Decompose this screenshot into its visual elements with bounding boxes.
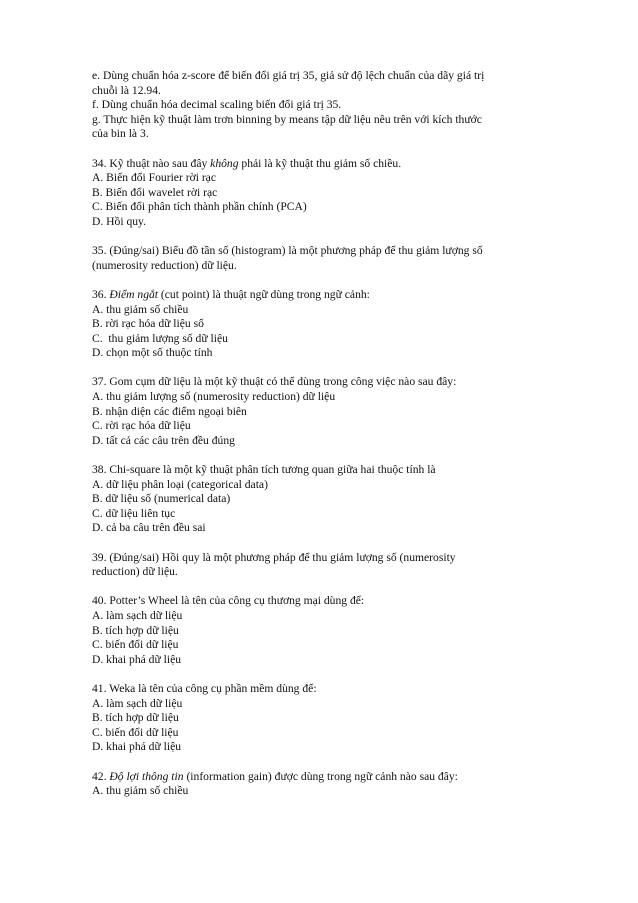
- option-a: A. làm sạch dữ liệu: [92, 608, 183, 622]
- option-c: C. Biến đổi phân tích thành phần chính (PCA): [92, 200, 307, 214]
- question-text: [92, 288, 552, 303]
- option-a: A. dữ liệu phân loại (categorical data): [92, 477, 268, 491]
- text-line: chuỗi là 12.94.: [92, 83, 161, 97]
- option-b: B. dữ liệu số (numerical data): [92, 492, 231, 506]
- emphasis-text: không: [210, 156, 239, 170]
- option-d: D. cả ba câu trên đều sai: [92, 521, 206, 535]
- question-text: (numerosity reduction) dữ liệu.: [92, 258, 237, 272]
- option-d: D. chọn một số thuộc tính: [92, 346, 213, 360]
- question-36: [92, 288, 552, 361]
- option-a: A. thu giảm số chiều: [92, 784, 189, 798]
- question-text: 40. Potter’s Wheel là tên của công cụ thương mại dùng để:: [92, 594, 365, 608]
- question-text: 35. (Đúng/sai) Biểu đồ tần số (histogram) là một phương pháp để thu giảm lượng số: [92, 244, 483, 258]
- q33-continuation: [92, 69, 552, 142]
- emphasis-text: Điểm ngắt: [109, 287, 159, 301]
- document-page: [92, 69, 552, 813]
- option-d: D. khai phá dữ liệu: [92, 652, 182, 666]
- option-b: B. tích hợp dữ liệu: [92, 623, 179, 637]
- text-line: f. Dùng chuẩn hóa decimal scaling biến đổi giá trị 35.: [92, 98, 342, 112]
- option-a: A. Biến đổi Fourier rời rạc: [92, 171, 216, 185]
- option-d: D. Hồi quy.: [92, 214, 146, 228]
- option-c: C. biến đổi dữ liệu: [92, 725, 179, 739]
- question-41: [92, 682, 552, 755]
- option-c: C. biến đổi dữ liệu: [92, 638, 179, 652]
- question-text-part: 34. Kỹ thuật nào sau đây: [92, 156, 211, 170]
- option-c: C. dữ liệu liên tục: [92, 506, 176, 520]
- question-text: [92, 157, 552, 172]
- question-42: [92, 770, 552, 799]
- option-a: A. thu giảm số chiều: [92, 302, 189, 316]
- question-text-part: phải là kỹ thuật thu giảm số chiều.: [238, 156, 402, 170]
- question-text: 41. Weka là tên của công cụ phần mềm dùng để:: [92, 681, 317, 695]
- question-35: [92, 244, 552, 273]
- option-d: D. khai phá dữ liệu: [92, 740, 182, 754]
- option-a: A. làm sạch dữ liệu: [92, 696, 183, 710]
- question-37: [92, 375, 552, 448]
- text-line: của bin là 3.: [92, 127, 149, 141]
- option-b: B. nhận diện các điểm ngoại biên: [92, 404, 247, 418]
- question-39: [92, 551, 552, 580]
- text-line: g. Thực hiện kỹ thuật làm trơn binning by means tập dữ liệu nêu trên với kích thước: [92, 112, 482, 126]
- question-34: [92, 157, 552, 230]
- question-text-part: (information gain) được dùng trong ngữ cảnh nào sau đây:: [183, 769, 458, 783]
- option-d: D. tất cả các câu trên đều đúng: [92, 433, 235, 447]
- question-text-part: 36.: [92, 287, 110, 301]
- option-b: B. Biến đổi wavelet rời rạc: [92, 185, 218, 199]
- question-40: [92, 594, 552, 667]
- question-text: reduction) dữ liệu.: [92, 565, 178, 579]
- text-line: e. Dùng chuẩn hóa z-score để biến đổi giá trị 35, giả sử độ lệch chuẩn của dãy giá trị: [92, 69, 485, 82]
- question-text: 37. Gom cụm dữ liệu là một kỹ thuật có thể dùng trong công việc nào sau đây:: [92, 375, 457, 389]
- question-text-part: (cut point) là thuật ngữ dùng trong ngữ cảnh:: [158, 287, 370, 301]
- question-text: 39. (Đúng/sai) Hồi quy là một phương pháp để thu giảm lượng số (numerosity: [92, 550, 456, 564]
- option-b: B. rời rạc hóa dữ liệu số: [92, 317, 204, 331]
- question-text-part: 42.: [92, 769, 110, 783]
- option-c: C. thu giảm lượng số dữ liệu: [92, 331, 228, 345]
- option-b: B. tích hợp dữ liệu: [92, 711, 179, 725]
- option-c: C. rời rạc hóa dữ liệu: [92, 419, 191, 433]
- option-a: A. thu giảm lượng số (numerosity reduction) dữ liệu: [92, 390, 336, 404]
- question-38: [92, 463, 552, 536]
- emphasis-text: Độ lợi thông tin: [109, 769, 184, 783]
- question-text: 38. Chi-square là một kỹ thuật phân tích tương quan giữa hai thuộc tính là: [92, 463, 436, 477]
- question-text: [92, 770, 552, 785]
